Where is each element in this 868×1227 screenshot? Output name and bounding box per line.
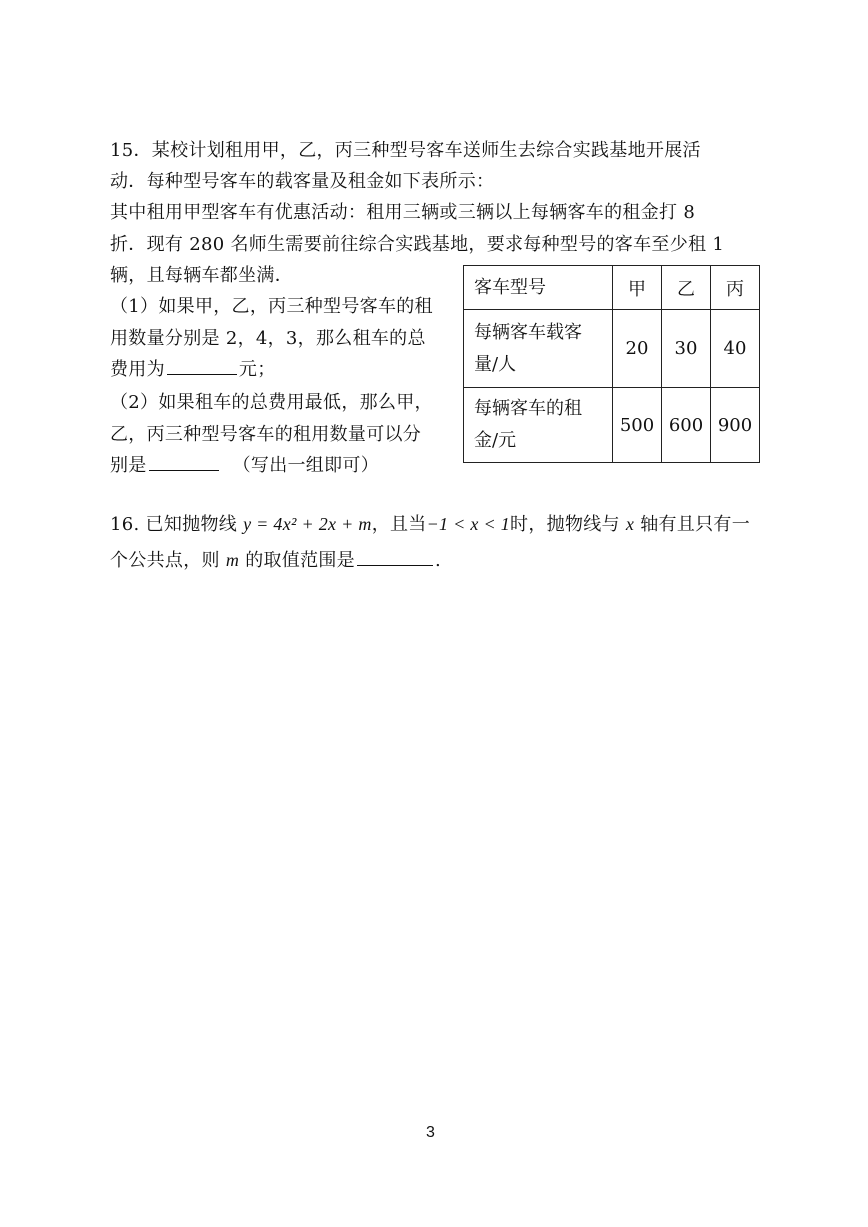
bus-rental-table [463,265,760,463]
parabola-formula: y = 4x² + 2x + m [243,514,372,534]
q15-part1-unit: 元； [238,359,276,380]
answer-blank-total-cost[interactable] [167,356,237,375]
q15-line-1: 15．某校计划租用甲，乙，丙三种型号客车送师生去综合实践基地开展活 [110,140,701,161]
q15-part2-hint: （写出一组即可） [232,455,380,476]
q15-line-5: 辆，且每辆车都坐满． [110,265,293,286]
table-row-label [464,310,613,388]
q15-part1-line-1: （1）如果甲，乙，丙三种型号客车的租 [110,296,433,317]
q16-intro: 16. 已知抛物线 [110,514,238,535]
q15-part2-text: 别是 [110,455,147,476]
answer-blank-bus-counts[interactable] [149,452,219,471]
q15-line-2: 动．每种型号客车的载客量及租金如下表所示： [110,171,495,192]
q16-period: . [435,550,442,571]
table-cell: 20 [613,310,662,388]
q16-text: ，且当 [371,514,427,535]
table-row [464,310,760,388]
q16-text: 时，抛物线与 [510,514,620,535]
row-label-line: 每辆客车载客 [474,321,582,343]
table-header-yi: 乙 [662,266,711,310]
q15-line-4: 折．现有 280 名师生需要前往综合实践基地，要求每种型号的客车至少租 1 [110,234,725,255]
q15-part2-line-3 [110,452,379,480]
q15-part1-line-2: 用数量分别是 2，4，3，那么租车的总 [110,328,426,349]
table-header-jia: 甲 [613,266,662,310]
table-cell: 40 [711,310,760,388]
table-header-row [464,266,760,310]
q16-text: 的取值范围是 [245,550,355,571]
q16-line-2 [110,546,441,575]
q16-text: 个公共点，则 [110,550,220,571]
table-cell: 600 [662,388,711,463]
table-row [464,388,760,463]
page-number: 3 [426,1124,435,1141]
table-cell: 30 [662,310,711,388]
q15-part1-text: 费用为 [110,359,165,380]
x-interval: −1 < x < 1 [426,514,511,534]
m-variable: m [225,550,240,570]
x-axis-variable: x [625,514,635,534]
table-header-bing: 丙 [711,266,760,310]
table-cell: 500 [613,388,662,463]
q15-part2-line-1: （2）如果租车的总费用最低，那么甲， [110,392,433,413]
answer-blank-m-range[interactable] [357,547,433,566]
row-label-line: 每辆客车的租 [474,398,582,419]
q16-text: 轴有且只有一 [640,514,751,535]
q15-part2-line-2: 乙，丙三种型号客车的租用数量可以分 [110,424,422,445]
table-cell: 900 [711,388,760,463]
q15-part1-line-3 [110,356,276,384]
row-label-line: 量/人 [474,353,517,375]
table-header-type: 客车型号 [464,266,613,310]
table-row-label [464,388,613,463]
row-label-line: 金/元 [474,430,517,451]
q15-line-3: 其中租用甲型客车有优惠活动：租用三辆或三辆以上每辆客车的租金打 8 [110,202,696,223]
q16-line-1 [110,510,750,539]
